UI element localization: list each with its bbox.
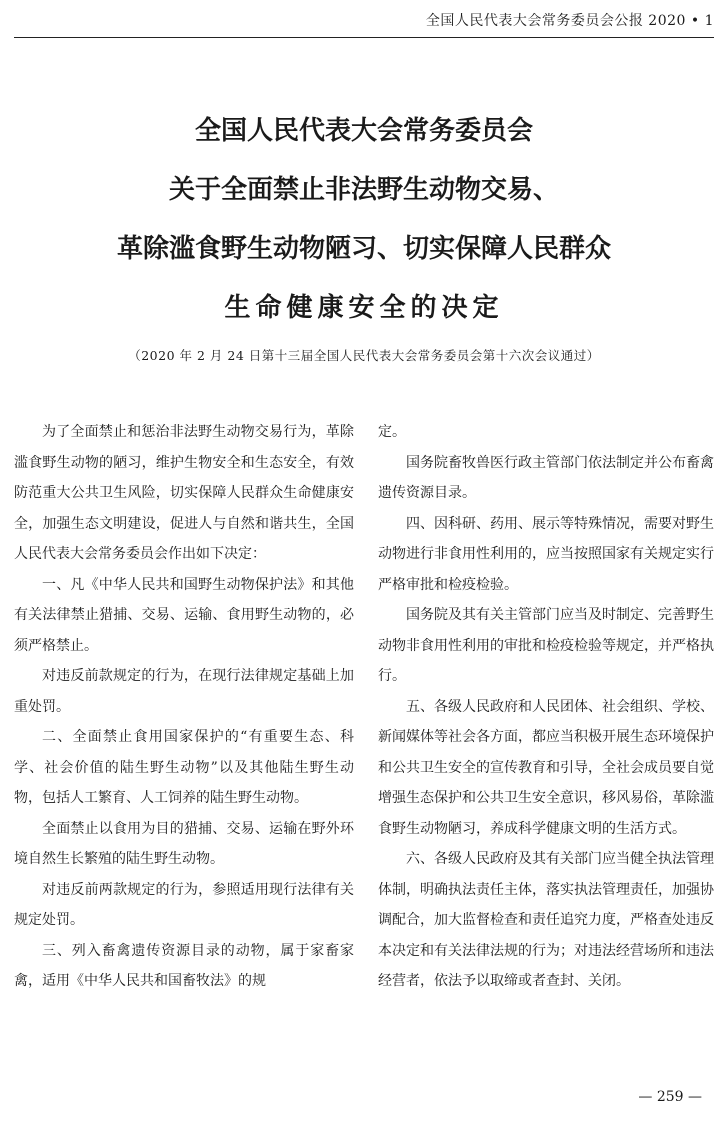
body-column-left — [14, 417, 354, 997]
paragraph-article-5: 五、各级人民政府和人民团体、社会组织、学校、新闻媒体等社会各方面，都应当积极开展生态环境保护和公共卫生安全的宣传教育和引导，全社会成员要自觉增强生态保护和公共卫生安全意识，移风易俗，革除滥食野生动物陋习，养成科学健康文明的生活方式。 — [378, 698, 714, 837]
running-header: 全国人民代表大会常务委员会公报 2020 • 1 — [425, 13, 714, 29]
paragraph-article-1: 一、凡《中华人民共和国野生动物保护法》和其他有关法律禁止猎捕、交易、运输、食用野生动物的，必须严格禁止。 — [14, 576, 354, 654]
title-line-1: 全国人民代表大会常务委员会 — [194, 116, 533, 146]
paragraph-article-1-penalty: 对违反前款规定的行为，在现行法律规定基础上加重处罚。 — [14, 668, 354, 715]
paragraph-article-3-catalogue: 国务院畜牧兽医行政主管部门依法制定并公布畜禽遗传资源目录。 — [378, 454, 714, 501]
paragraph-article-6: 六、各级人民政府及其有关部门应当健全执法管理体制，明确执法责任主体，落实执法管理责任，加强协调配合，加大监督检查和责任追究力度，严格查处违反本决定和有关法律法规的行为；对违法经营场所和违法经营者，依法予以取缔或者查封、关闭。 — [378, 851, 714, 989]
title-line-3: 革除滥食野生动物陋习、切实保障人民群众 — [116, 234, 611, 264]
document-title — [0, 102, 728, 338]
adoption-note: （2020 年 2 月 24 日第十三届全国人民代表大会常务委员会第十六次会议通过） — [128, 348, 600, 363]
body-column-right — [378, 417, 714, 997]
paragraph-article-2-hunting-ban: 全面禁止以食用为目的猎捕、交易、运输在野外环境自然生长繁殖的陆生野生动物。 — [14, 820, 354, 867]
paragraph-article-3: 三、列入畜禽遗传资源目录的动物，属于家畜家禽，适用《中华人民共和国畜牧法》的规 — [14, 942, 354, 989]
paragraph-article-4: 四、因科研、药用、展示等特殊情况，需要对野生动物进行非食用性利用的，应当按照国家有关规定实行严格审批和检疫检验。 — [378, 515, 714, 593]
title-line-2: 关于全面禁止非法野生动物交易、 — [168, 175, 559, 205]
header-rule — [14, 37, 714, 38]
page-number: — 259 — — [638, 1089, 702, 1105]
title-line-4: 生命健康安全的决定 — [224, 293, 504, 323]
paragraph-preamble: 为了全面禁止和惩治非法野生动物交易行为，革除滥食野生动物的陋习，维护生物安全和生态安全，有效防范重大公共卫生风险，切实保障人民群众生命健康安全，加强生态文明建设，促进人与自然和谐共生，全国人民代表大会常务委员会作出如下决定： — [14, 424, 354, 562]
paragraph-article-3-continued: 定。 — [378, 424, 406, 440]
paragraph-article-2-penalty: 对违反前两款规定的行为，参照适用现行法律有关规定处罚。 — [14, 881, 354, 928]
paragraph-article-2: 二、全面禁止食用国家保护的“有重要生态、科学、社会价值的陆生野生动物”以及其他陆生野生动物，包括人工繁育、人工饲养的陆生野生动物。 — [14, 729, 354, 806]
paragraph-article-4-regulations: 国务院及其有关主管部门应当及时制定、完善野生动物非食用性利用的审批和检疫检验等规定，并严格执行。 — [378, 607, 714, 684]
